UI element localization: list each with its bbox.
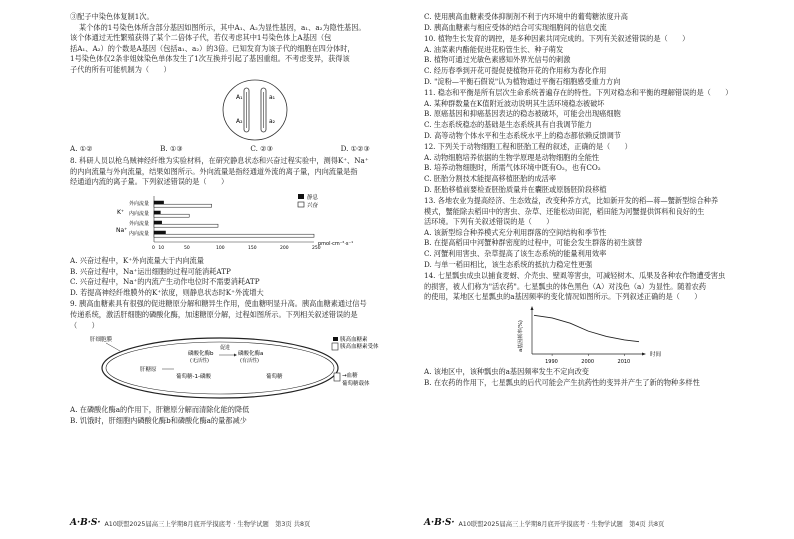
q10-stem: 10. 植物生长发育的调控，是多种因素共同完成的。下列有关叙述错误的是（ ）	[424, 34, 690, 44]
footer-right	[424, 518, 664, 528]
flux-bar-chart	[70, 190, 432, 254]
label-a1-upper: A₁	[236, 93, 243, 101]
q8-option-d[interactable]: D. 若提高神经纤维膜外的K⁺浓度，则静息状态时K⁺外流增大	[70, 287, 264, 297]
q13-option-c[interactable]: C. 河蟹利用害虫、杂草提高了该生态系统的能量利用效率	[424, 249, 607, 259]
transporter-label: 葡萄糖载体	[342, 381, 370, 388]
q8-line-2: 的内向流量与外向流量，结果如图所示。外向流量是指经通道外流的离子量，内向流量是指	[70, 166, 358, 176]
flux-bar-2-1	[154, 224, 218, 227]
label-a1-lower: a₁	[269, 93, 276, 101]
q13-option-d[interactable]: D. 与单一稻田相比，该生态系统的抵抗力稳定性更强	[424, 259, 593, 269]
q7-options	[70, 144, 370, 155]
q12-option-b[interactable]: B. 培养动物细胞时，所需气体环境中既有O₂，也有CO₂	[424, 163, 601, 173]
q7-line-5: 子代的所有可能机制为（ ）	[70, 64, 171, 74]
brand-logo: A·B·S·	[424, 518, 455, 528]
flux-x-unit: pmol·cm⁻²·s⁻¹	[318, 240, 354, 247]
flux-bar-0-1	[154, 204, 212, 207]
enzyme-b-note: (无活性)	[190, 358, 209, 365]
flux-tick-label: 150	[248, 245, 257, 251]
freq-tick-label: 2010	[617, 359, 631, 366]
q9-line-2: 传递系统，激活肝细胞的磷酸化酶，加速糖原分解，过程如图所示。下列相关叙述错误的是	[70, 309, 358, 319]
left-page	[70, 12, 432, 426]
q12-option-d[interactable]: D. 胚胎移植前要检查胚胎质量并在囊胚或原肠胚阶段移植	[424, 184, 607, 194]
q7-line-3: 括A₁、A₂）的个数是A基因（包括a₁、a₂）的3倍。已知发育为该子代的细胞在四分体时，	[70, 43, 355, 53]
q14-chart	[424, 304, 786, 366]
footer-right-text: A10联盟2025届高三上学期8月底开学摸底考 · 生物学试题 第4页 共8页	[458, 520, 665, 528]
row-label-na-out: 外向流量	[129, 220, 150, 227]
q14-line-1: 14. 七星瓢虫成虫以捕食麦蚜、介壳虫、壁虱等害虫，可减轻树木、瓜果及各种农作物遭受害虫	[424, 271, 726, 281]
q8-line-3: 经通道内流的离子量。下列叙述错误的是（ ）	[70, 177, 229, 187]
freq-tick-label: 1990	[545, 359, 558, 366]
g1p-label: 葡萄糖-1-磷酸	[176, 374, 211, 381]
flux-bar-1-0	[154, 211, 160, 214]
q10-option-b[interactable]: B. 植物可通过光敏色素感知外界光信号的刺激	[424, 55, 571, 65]
blood-glucose-label: →血糖	[342, 373, 358, 380]
glucagon-pathway-diagram	[70, 333, 432, 403]
glycogen-label: 肝糖原	[140, 367, 157, 374]
right-page	[424, 12, 786, 388]
q13-line-1: 13. 各地农业为提高经济、生态效益，改变种养方式，比如新开发的稻—蒋—蟹新型综合种养	[424, 196, 719, 206]
q13-line-2: 模式，蟹能除去稻田中的害虫、杂草、还能松动田泥，稻田能为河蟹提供饵料和良好的生	[424, 206, 705, 216]
legend-excite-swatch	[298, 202, 304, 207]
q11-option-b[interactable]: B. 原癌基因和抑癌基因表达的稳态被破坏，可能会出现癌细胞	[424, 109, 621, 119]
legend-excite-label: 兴奋	[307, 202, 319, 209]
q11-stem: 11. 稳态和平衡是所有层次生命系统普遍存在的特性。下列对稳态和平衡的理解错误的是（ ）	[424, 88, 733, 98]
legend-rest-label: 静息	[307, 194, 319, 201]
freq-tick-label: 2000	[581, 359, 595, 366]
q8-option-a[interactable]: A. 兴奋过程中，K⁺外向流量大于内向流量	[70, 255, 204, 265]
label-a2-upper: A₂	[236, 117, 243, 125]
q8-option-c[interactable]: C. 兴奋过程中，Na⁺的内流产生动作电位时不需要消耗ATP	[70, 277, 260, 287]
q11-option-c[interactable]: C. 生态系统稳态的基础是生态系统具有自我调节能力	[424, 119, 592, 129]
chromosome-figure	[70, 78, 432, 142]
flux-bar-0-0	[154, 201, 164, 204]
freq-y-label: a基因频率(%)	[518, 320, 524, 352]
q10-option-c[interactable]: C. 经历春季到开花可提促使植物开花的作用称为春化作用	[424, 65, 607, 75]
q14-line-2: 的损害，被人们称为"活农药"。七星瓢虫的体色黑色（A）对浅色（a）为显性。随着农药	[424, 281, 707, 291]
q13-line-3: 活环境。下列有关叙述错误的是（ ）	[424, 217, 554, 227]
q12-stem: 12. 下列关于动物细胞工程和胚胎工程的叙述，正确的是（ ）	[424, 142, 632, 152]
q9-option-c[interactable]: C. 使用胰高血糖素受体抑制剂不利于内环境中的葡萄糖浓度升高	[424, 12, 628, 21]
chromosome-diagram	[70, 78, 432, 142]
q9-option-b[interactable]: B. 饥饿时，肝细胞内磷酸化酶b和磷酸化酶a的量都减少	[70, 415, 247, 425]
q9-option-d[interactable]: D. 胰高血糖素与相应受体的结合可实现细胞间的信息交流	[424, 22, 607, 32]
ion-na-label: Na⁺	[116, 226, 128, 234]
q11-option-d[interactable]: D. 高等动物个体水平和生态系统水平上的稳态都依赖反馈调节	[424, 130, 621, 140]
q7-option-a[interactable]: A. ①②	[70, 143, 93, 153]
footer-left	[70, 518, 310, 528]
q8-chart	[70, 190, 432, 254]
q9-diagram	[70, 333, 432, 403]
row-label-k-out: 外向流量	[129, 200, 150, 207]
q10-option-a[interactable]: A. 油菜素内酯能促进花粉管生长、种子萌发	[424, 44, 564, 54]
freq-series-line	[534, 315, 639, 341]
q7-option-d[interactable]: D. ①②③	[340, 143, 370, 153]
brand-logo: A·B·S·	[70, 518, 101, 528]
q10-option-d[interactable]: D. "淀粉—平衡石假说"认为植物通过平衡石细胞感受重力方向	[424, 76, 621, 86]
q11-option-a[interactable]: A. 某种群数量在K值附近波动说明其生活环境稳态被破坏	[424, 98, 605, 108]
q9-line-1: 9. 胰高血糖素具有很强的促进糖原分解和糖异生作用，使血糖明显升高。胰高血糖素通过信号	[70, 299, 367, 309]
label-a2-lower: a₂	[269, 117, 276, 125]
q7-line-2: 该个体通过无性繁殖获得了某个二倍体子代，若仅考虑其中1号染色体上A基因（包	[70, 33, 332, 43]
row-label-na-in: 内向流量	[129, 230, 150, 237]
flux-tick-label: 10	[158, 245, 165, 251]
legend-rest-swatch	[298, 194, 304, 199]
q9-option-a[interactable]: A. 在磷酸化酶a的作用下，肝糖原分解而清除化能的降低	[70, 405, 250, 415]
q12-option-c[interactable]: C. 胚胎分割技术能提高移植胚胎的成活率	[424, 173, 557, 183]
enzyme-a-label: 磷酸化酶a	[238, 351, 264, 358]
flux-bar-3-0	[154, 231, 166, 234]
flux-bar-1-1	[154, 214, 189, 217]
q12-option-a[interactable]: A. 动物细胞培养依据的生物学原理是动物细胞的全能性	[424, 152, 600, 162]
flux-tick-label: 250	[312, 245, 321, 251]
row-label-k-in: 内向流量	[129, 210, 150, 217]
flux-tick-label: 200	[280, 245, 289, 251]
freq-x-label: 时间	[650, 352, 662, 359]
footer-left-text: A10联盟2025届高三上学期8月底开学摸底考 · 生物学试题 第3页 共8页	[104, 520, 311, 528]
q8-line-1: 8. 科研人员以枪乌贼神经纤维为实验材料，在研究静息状态和兴奋过程实验中，测得K⁺、Na⁺	[70, 156, 369, 166]
q13-option-b[interactable]: B. 在提高稻田中河蟹种群密度的过程中，可能会发生群落的初生演替	[424, 238, 643, 248]
flux-bar-2-0	[154, 221, 162, 224]
ion-k-label: K⁺	[117, 208, 125, 216]
enzyme-a-note: (有活性)	[240, 358, 259, 365]
glucagon-label: 胰高血糖素	[340, 337, 368, 344]
receptor-label: 胰高血糖素受体	[340, 344, 379, 351]
q6-tail: ③配子中染色体复制1次。	[70, 12, 154, 21]
flux-tick-label: 100	[216, 245, 225, 251]
q7-option-b[interactable]: B. ①③	[160, 143, 183, 153]
q14-line-3: 的使用，某地区七星瓢虫的a基因频率的变化情况如图所示。下列叙述正确的是（ ）	[424, 292, 702, 302]
flux-tick-label: 50	[184, 245, 190, 251]
enzyme-b-label: 磷酸化酶b	[188, 351, 214, 358]
q7-line-4: 1号染色体仅2条非姐妹染色单体发生了1次互换并引起了基因重组。不考虑变异，获得该	[70, 54, 350, 64]
q7-option-c[interactable]: C. ②③	[250, 143, 274, 153]
q13-option-a[interactable]: A. 该新型综合种养模式充分利用群落的空间结构和季节性	[424, 227, 607, 237]
q14-option-b[interactable]: B. 在农药的作用下，七星瓢虫的后代可能会产生抗药性的变异并产生了新的物种多样性	[424, 377, 700, 387]
cell-membrane-label: 肝细胞膜	[90, 337, 113, 344]
q7-line-1: 某个体的1号染色体所含部分基因如图所示，其中A₁、A₂为显性基因，a₁、a₂为隐性基因。	[79, 22, 366, 32]
a-gene-frequency-chart	[424, 304, 786, 366]
promote-label: 促进	[220, 345, 231, 352]
glucose-label: 葡萄糖	[266, 374, 283, 381]
flux-bar-3-1	[154, 234, 314, 237]
q8-option-b[interactable]: B. 兴奋过程中，Na⁺运出细胞的过程可能消耗ATP	[70, 266, 231, 276]
flux-tick-label: 0	[152, 245, 155, 251]
q9-line-3: （ ）	[70, 320, 99, 330]
q14-option-a[interactable]: A. 该地区中，该种瓢虫的a基因频率发生不定向改变	[424, 367, 589, 377]
